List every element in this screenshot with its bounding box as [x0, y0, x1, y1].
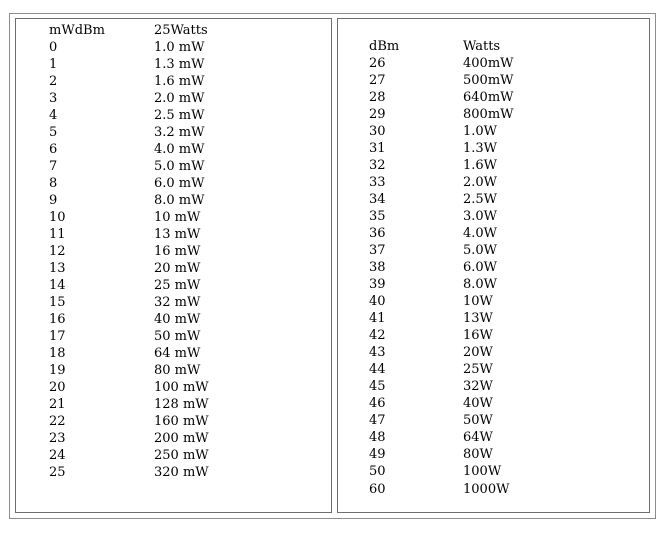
table-row: [338, 191, 649, 208]
table-row: [16, 141, 331, 158]
dbm-cell: 22: [49, 414, 66, 429]
watts-cell: 3.0W: [463, 209, 498, 224]
dbm-cell: 49: [369, 447, 386, 462]
table-row: [338, 225, 649, 242]
watts-cell: 20 mW: [154, 261, 201, 276]
dbm-cell: 24: [49, 448, 66, 463]
dbm-cell: 20: [49, 380, 66, 395]
dbm-cell: 23: [49, 431, 66, 446]
table-row: [338, 310, 649, 327]
table-row: [16, 464, 331, 481]
table-row: [338, 123, 649, 140]
table-row: [338, 72, 649, 89]
table-row: [16, 413, 331, 430]
table-row: [16, 260, 331, 277]
watts-cell: 1.6W: [463, 158, 498, 173]
table-row: [338, 55, 649, 72]
watts-cell: 13 mW: [154, 227, 201, 242]
left-header-dbm: mWdBm: [49, 23, 105, 38]
watts-cell: 25W: [463, 362, 493, 377]
table-row: [338, 276, 649, 293]
watts-cell: 2.0W: [463, 175, 498, 190]
watts-cell: 10W: [463, 294, 493, 309]
dbm-cell: 48: [369, 430, 386, 445]
watts-cell: 5.0 mW: [154, 159, 205, 174]
table-row: [16, 73, 331, 90]
table-row: [338, 106, 649, 123]
watts-cell: 80W: [463, 447, 493, 462]
table-row: [338, 429, 649, 446]
watts-cell: 320 mW: [154, 465, 209, 480]
dbm-cell: 41: [369, 311, 386, 326]
watts-cell: 32 mW: [154, 295, 201, 310]
left-table-panel: [15, 18, 332, 513]
watts-cell: 1.6 mW: [154, 74, 205, 89]
dbm-cell: 14: [49, 278, 66, 293]
table-row: [16, 124, 331, 141]
watts-cell: 1.3W: [463, 141, 498, 156]
right-header-dbm: dBm: [369, 39, 400, 54]
watts-cell: 2.0 mW: [154, 91, 205, 106]
table-row: [16, 345, 331, 362]
table-row: [338, 463, 649, 480]
dbm-cell: 50: [369, 464, 386, 479]
table-row: [16, 192, 331, 209]
watts-cell: 40 mW: [154, 312, 201, 327]
dbm-cell: 25: [49, 465, 66, 480]
dbm-cell: 37: [369, 243, 386, 258]
table-row: [16, 362, 331, 379]
watts-cell: 20W: [463, 345, 493, 360]
dbm-cell: 32: [369, 158, 386, 173]
dbm-cell: 31: [369, 141, 386, 156]
dbm-cell: 26: [369, 56, 386, 71]
table-row: [338, 242, 649, 259]
watts-cell: 25 mW: [154, 278, 201, 293]
table-row: [338, 446, 649, 463]
left-header-watts: 25Watts: [154, 23, 208, 38]
watts-cell: 64W: [463, 430, 493, 445]
dbm-cell: 39: [369, 277, 386, 292]
dbm-cell: 6: [49, 142, 58, 157]
dbm-cell: 38: [369, 260, 386, 275]
watts-cell: 250 mW: [154, 448, 209, 463]
watts-cell: 128 mW: [154, 397, 209, 412]
table-row: [16, 294, 331, 311]
right-table-panel: [337, 18, 650, 513]
table-row: [16, 277, 331, 294]
watts-cell: 5.0W: [463, 243, 498, 258]
table-row: [338, 378, 649, 395]
table-row: [338, 344, 649, 361]
watts-cell: 6.0 mW: [154, 176, 205, 191]
watts-cell: 160 mW: [154, 414, 209, 429]
table-row: [338, 361, 649, 378]
watts-cell: 100 mW: [154, 380, 209, 395]
table-row: [338, 157, 649, 174]
watts-cell: 3.2 mW: [154, 125, 205, 140]
watts-cell: 80 mW: [154, 363, 201, 378]
dbm-cell: 0: [49, 40, 58, 55]
dbm-cell: 3: [49, 91, 58, 106]
table-row: [16, 226, 331, 243]
dbm-cell: 8: [49, 176, 58, 191]
dbm-cell: 30: [369, 124, 386, 139]
table-row: [338, 395, 649, 412]
table-row: [16, 430, 331, 447]
watts-cell: 640mW: [463, 90, 514, 105]
watts-cell: 8.0 mW: [154, 193, 205, 208]
dbm-cell: 28: [369, 90, 386, 105]
dbm-cell: 1: [49, 57, 58, 72]
table-row: [338, 481, 649, 498]
dbm-cell: 19: [49, 363, 66, 378]
watts-cell: 400mW: [463, 56, 514, 71]
dbm-cell: 7: [49, 159, 58, 174]
watts-cell: 13W: [463, 311, 493, 326]
table-row: [338, 412, 649, 429]
dbm-cell: 60: [369, 482, 386, 497]
left-header-row: [16, 22, 331, 39]
table-row: [16, 39, 331, 56]
dbm-cell: 45: [369, 379, 386, 394]
dbm-cell: 17: [49, 329, 66, 344]
dbm-cell: 21: [49, 397, 66, 412]
watts-cell: 32W: [463, 379, 493, 394]
dbm-cell: 46: [369, 396, 386, 411]
watts-cell: 8.0W: [463, 277, 498, 292]
watts-cell: 800mW: [463, 107, 514, 122]
table-row: [16, 311, 331, 328]
dbm-cell: 2: [49, 74, 58, 89]
dbm-cell: 5: [49, 125, 58, 140]
right-header-row: [338, 38, 649, 55]
watts-cell: 1.0W: [463, 124, 498, 139]
table-row: [338, 140, 649, 157]
table-row: [338, 208, 649, 225]
dbm-cell: 9: [49, 193, 58, 208]
table-row: [16, 175, 331, 192]
dbm-cell: 4: [49, 108, 58, 123]
watts-cell: 50 mW: [154, 329, 201, 344]
dbm-cell: 33: [369, 175, 386, 190]
dbm-cell: 16: [49, 312, 66, 327]
table-row: [16, 158, 331, 175]
table-row: [16, 447, 331, 464]
dbm-cell: 15: [49, 295, 66, 310]
watts-cell: 4.0 mW: [154, 142, 205, 157]
table-row: [338, 327, 649, 344]
watts-cell: 500mW: [463, 73, 514, 88]
watts-cell: 16W: [463, 328, 493, 343]
watts-cell: 16 mW: [154, 244, 201, 259]
table-row: [338, 293, 649, 310]
table-row: [16, 396, 331, 413]
dbm-cell: 11: [49, 227, 66, 242]
dbm-cell: 36: [369, 226, 386, 241]
dbm-cell: 40: [369, 294, 386, 309]
watts-cell: 64 mW: [154, 346, 201, 361]
table-row: [16, 328, 331, 345]
watts-cell: 1000W: [463, 482, 510, 497]
watts-cell: 10 mW: [154, 210, 201, 225]
table-row: [16, 107, 331, 124]
watts-cell: 6.0W: [463, 260, 498, 275]
dbm-cell: 35: [369, 209, 386, 224]
dbm-cell: 10: [49, 210, 66, 225]
table-row: [16, 56, 331, 73]
dbm-cell: 29: [369, 107, 386, 122]
dbm-cell: 18: [49, 346, 66, 361]
dbm-cell: 47: [369, 413, 386, 428]
table-row: [338, 259, 649, 276]
watts-cell: 4.0W: [463, 226, 498, 241]
watts-cell: 100W: [463, 464, 502, 479]
right-header-watts: Watts: [463, 39, 501, 54]
table-row: [16, 209, 331, 226]
table-row: [338, 89, 649, 106]
watts-cell: 1.3 mW: [154, 57, 205, 72]
dbm-cell: 43: [369, 345, 386, 360]
watts-cell: 50W: [463, 413, 493, 428]
dbm-cell: 42: [369, 328, 386, 343]
dbm-cell: 44: [369, 362, 386, 377]
table-row: [16, 90, 331, 107]
dbm-cell: 12: [49, 244, 66, 259]
watts-cell: 40W: [463, 396, 493, 411]
watts-cell: 2.5 mW: [154, 108, 205, 123]
dbm-cell: 27: [369, 73, 386, 88]
watts-cell: 200 mW: [154, 431, 209, 446]
watts-cell: 1.0 mW: [154, 40, 205, 55]
table-row: [16, 243, 331, 260]
table-row: [338, 174, 649, 191]
table-row: [16, 379, 331, 396]
watts-cell: 2.5W: [463, 192, 498, 207]
dbm-cell: 34: [369, 192, 386, 207]
dbm-cell: 13: [49, 261, 66, 276]
